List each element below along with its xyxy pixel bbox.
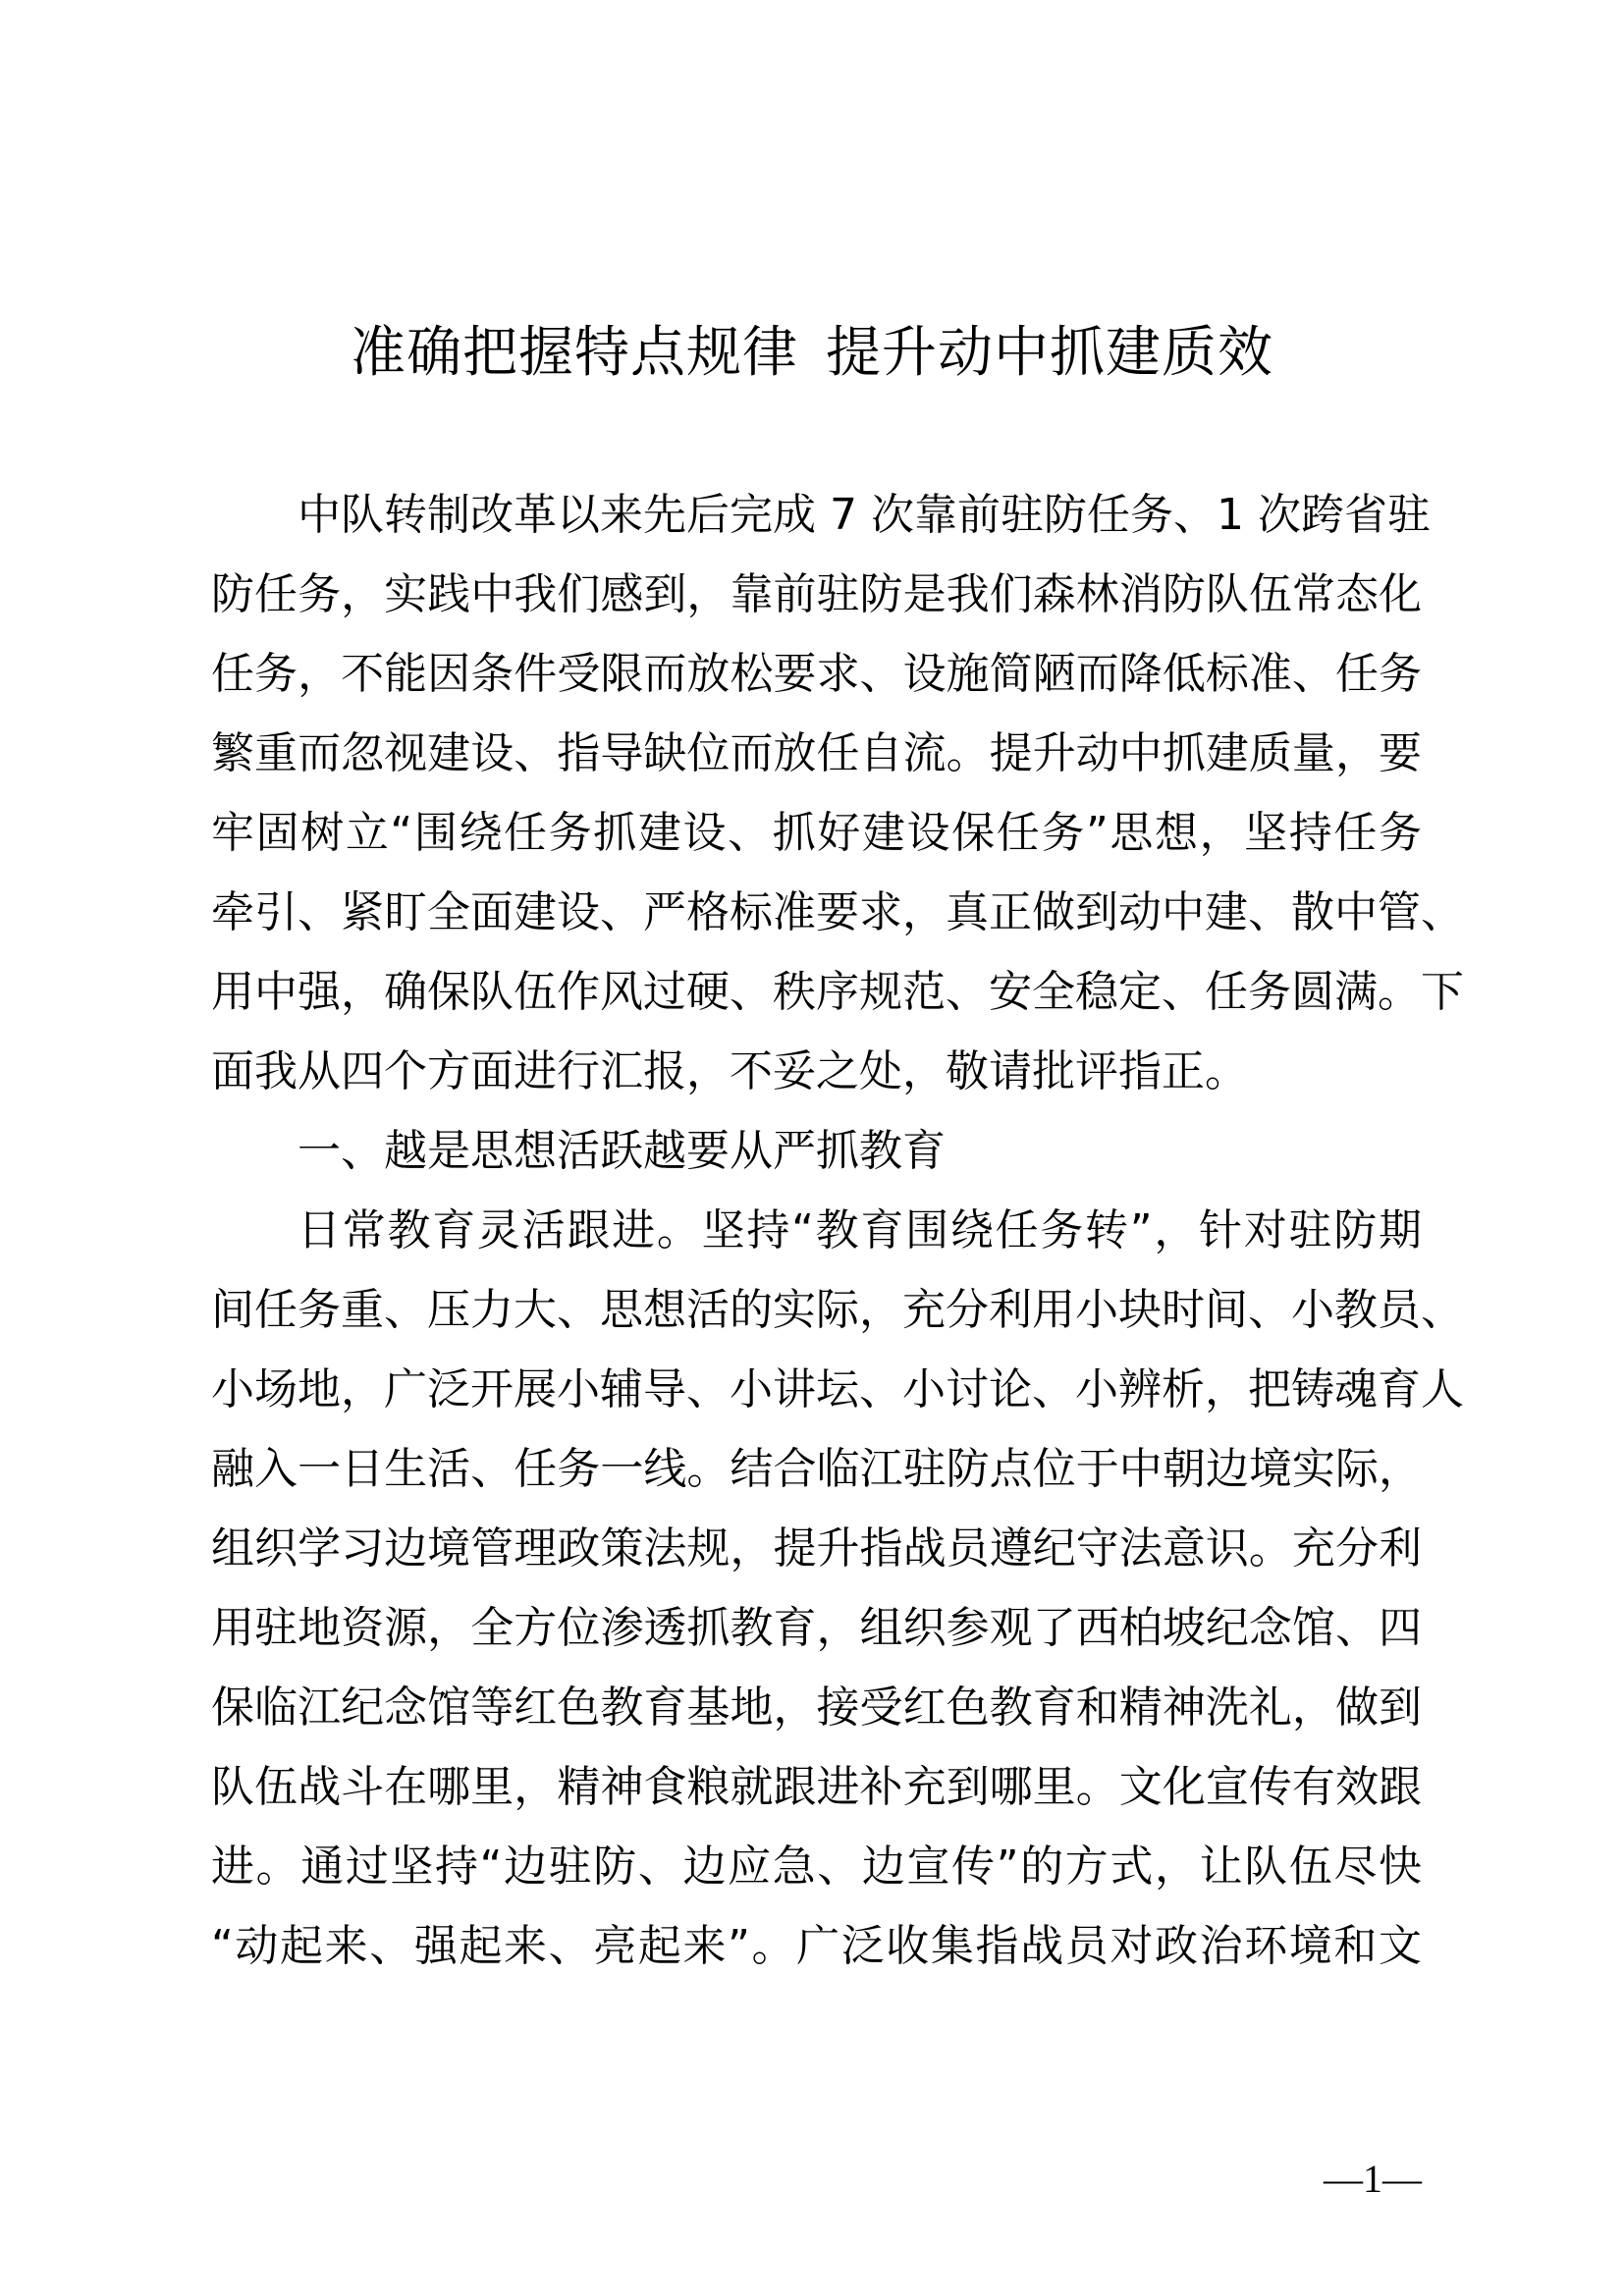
text-line: 融入一日生活、任务一线。结合临江驻防点位于中朝边境实际，: [211, 1444, 1422, 1494]
text-line: 用中强，确保队伍作风过硬、秩序规范、安全稳定、任务圆满。下: [211, 967, 1464, 1017]
section-heading-text: 一、越是思想活跃越要从严抓教育: [298, 1126, 946, 1176]
text-line: 进。通过坚持“边驻防、边应急、边宣传”的方式，让队伍尽快: [211, 1842, 1422, 1892]
text-line: 牵引、紧盯全面建设、严格标准要求，真正做到动中建、散中管、: [211, 887, 1464, 937]
section-heading-1: [211, 1111, 1422, 1191]
title-part-1: 准确把握特点规律: [351, 321, 798, 385]
text-line: 小场地，广泛开展小辅导、小讲坛、小讨论、小辨析，把铸魂育人: [211, 1364, 1464, 1415]
paragraph-education: [211, 1191, 1464, 1986]
title-part-2: 提升动中抓建质效: [826, 321, 1273, 385]
text-line: 面我从四个方面进行汇报，不妥之处，敬请批评指正。: [211, 1046, 1248, 1096]
text-line: 间任务重、压力大、思想活的实际，充分利用小块时间、小教员、: [211, 1285, 1464, 1335]
text-line: 日常教育灵活跟进。坚持“教育围绕任务转”，针对驻防期: [298, 1205, 1422, 1255]
document-title: [0, 316, 1624, 391]
text-line: 繁重而忽视建设、指导缺位而放任自流。提升动中抓建质量，要: [211, 728, 1422, 778]
page-number: —1—: [1324, 2157, 1422, 2201]
text-line: 牢固树立“围绕任务抓建设、抓好建设保任务”思想，坚持任务: [211, 808, 1422, 858]
paragraph-intro: [211, 475, 1464, 1111]
text-line: 防任务，实践中我们感到，靠前驻防是我们森林消防队伍常态化: [211, 569, 1422, 619]
text-line: “动起来、强起来、亮起来”。广泛收集指战员对政治环境和文: [211, 1921, 1422, 1971]
text-line: 中队转制改革以来先后完成 7 次靠前驻防任务、1 次跨省驻: [298, 490, 1431, 540]
document-body: [211, 475, 1464, 1986]
text-line: 保临江纪念馆等红色教育基地，接受红色教育和精神洗礼，做到: [211, 1682, 1422, 1733]
text-line: 组织学习边境管理政策法规，提升指战员遵纪守法意识。充分利: [211, 1523, 1422, 1574]
text-line: 队伍战斗在哪里，精神食粮就跟进补充到哪里。文化宣传有效跟: [211, 1762, 1422, 1812]
text-line: 任务，不能因条件受限而放松要求、设施简陋而降低标准、任务: [211, 649, 1422, 699]
text-line: 用驻地资源，全方位渗透抓教育，组织参观了西柏坡纪念馆、四: [211, 1603, 1422, 1653]
